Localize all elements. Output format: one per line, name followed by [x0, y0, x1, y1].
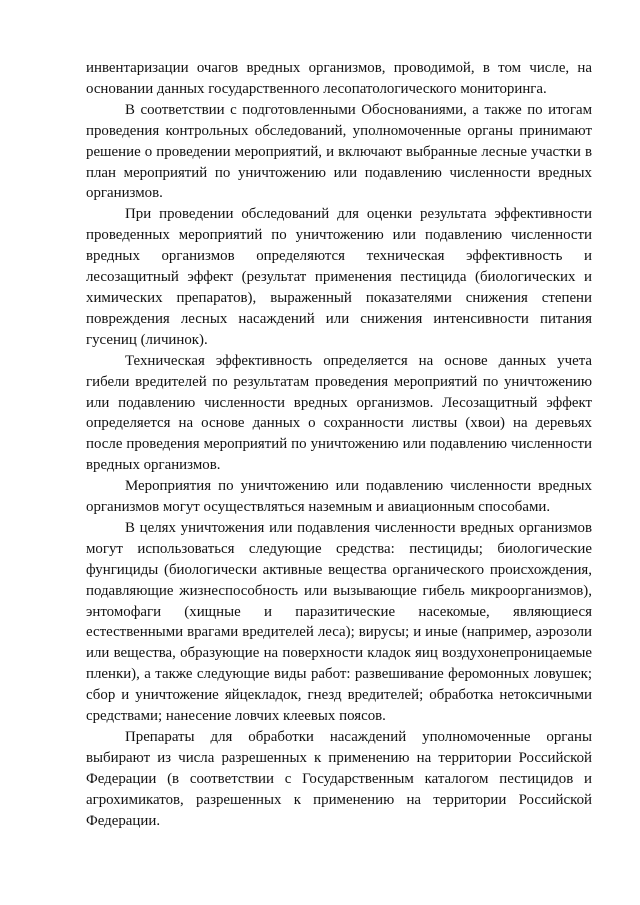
document-body — [86, 58, 592, 832]
paragraph-approved-preparations: Препараты для обработки насаждений уполномоченные органы выбирают из числа разрешенных к применению на территории Российской Федерации (в соответствии с Государственным каталогом пестицидов и агрохимикатов, разрешенных к применению на территории Российской Федерации. — [86, 729, 592, 829]
paragraph-technical-efficiency: Техническая эффективность определяется на основе данных учета гибели вредителей по результатам проведения мероприятий по уничтожению или подавлению численности вредных организмов. Лесозащитный эффект определяется на основе данных о сохранности листвы (хвои) на деревьях после проведения мероприятий по уничтожению или подавлению численности вредных организмов. — [86, 352, 592, 474]
paragraph-decision-on-measures: В соответствии с подготовленными Обоснованиями, а также по итогам проведения контрольных обследований, уполномоченные органы принимают решение о проведении мероприятий, и включают выбранные лесные участки в план мероприятий по уничтожению или подавлению численности вредных организмов. — [86, 101, 592, 202]
paragraph-efficiency-assessment: При проведении обследований для оценки результата эффективности проведенных мероприятий по уничтожению или подавлению численности вредных организмов определяются техническая эффективность и лесозащитный эффект (результат применения пестицида (биологических и химических препаратов), выраженный показателями снижения степени повреждения лесных насаждений или снижения интенсивности питания гусениц (личинок). — [86, 206, 592, 348]
paragraph-ground-and-air-methods: Мероприятия по уничтожению или подавлению численности вредных организмов могут осуществляться наземным и авиационным способами. — [86, 478, 592, 516]
paragraph-means-and-works: В целях уничтожения или подавления численности вредных организмов могут использоваться следующие средства: пестициды; биологические фунгициды (биологически активные вещества органического происхождения, подавляющие жизнеспособность или вызывающие гибель микроорганизмов), энтомофаги (хищные и паразитические насекомые, являющиеся естественными врагами вредителей леса); вирусы; и иные (например, аэрозоли или вещества, образующие на поверхности кладок яиц воздухонепроницаемые пленки), а также следующие виды работ: развешивание феромонных ловушек; сбор и уничтожение яйцекладок, гнезд вредителей; обработка нетоксичными средствами; нанесение ловчих клеевых поясов. — [86, 519, 592, 725]
paragraph-inventory-continuation: инвентаризации очагов вредных организмов, проводимой, в том числе, на основании данных государственного лесопатологического мониторинга. — [86, 60, 592, 97]
